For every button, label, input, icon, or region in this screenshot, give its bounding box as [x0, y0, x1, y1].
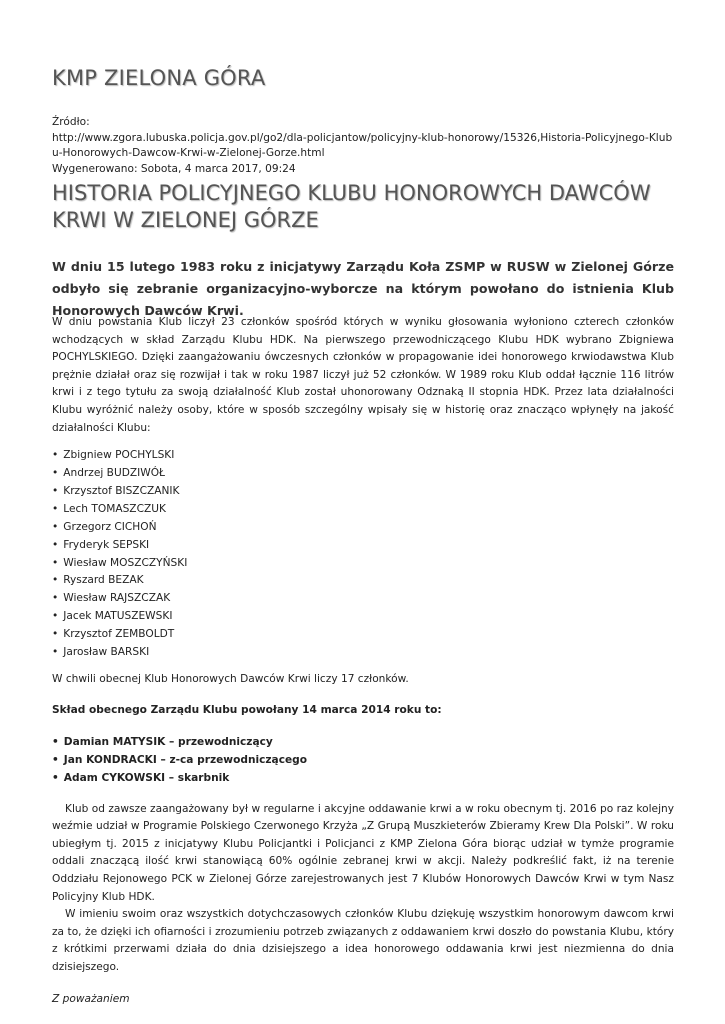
- list-item: • Andrzej BUDZIWÓŁ: [52, 465, 674, 483]
- paragraph-activity: Klub od zawsze zaangażowany był w regularne i akcyjne oddawanie krwi a w roku obecnym tj. 2016 po raz kolejny weźmie udział w Programie Polskiego Czerwonego Krzyża „Z Grupą Muszkieterów Zbieramy Krew Dla Polski”. W roku ubiegłym tj. 2015 z inicjatywy Klubu Policjantki i Policjanci z KMP Zielona Góra biorąc udział w tymże programie oddali znaczącą ilość krwi stanowiącą 60% ogólnie zebranej krwi w akcji. Należy podkreślić fakt, iż na terenie Oddziału Rejonowego PCK w Zielonej Górze zarejestrowanych jest 7 Klubów Honorowych Dawców Krwi w tym Nasz Policyjny Klub HDK.: [52, 802, 674, 903]
- article-title: HISTORIA POLICYJNEGO KLUBU HONOROWYCH DAWCÓW KRWI W ZIELONEJ GÓRZE: [52, 181, 651, 232]
- list-item: • Jacek MATUSZEWSKI: [52, 608, 674, 626]
- source-url[interactable]: http://www.zgora.lubuska.policja.gov.pl/go2/dla-policjantow/policyjny-klub-honorowy/15326,Historia-Policyjnego-Klubu-Honorowych-Dawcow-Krwi-w-Zielonej-Gorze.html: [52, 131, 673, 159]
- list-item: • Fryderyk SEPSKI: [52, 537, 674, 555]
- source-label: Źródło:: [52, 116, 90, 128]
- source-info: [52, 115, 674, 177]
- paragraph-thanks: W imieniu swoim oraz wszystkich dotychczasowych członków Klubu dziękuję wszystkim honorowym dawcom krwi za to, że dzięki ich ofiarności i zrozumieniu potrzeb związanych z oddawaniem krwi doszło do powstania Klubu, który z krótkimi przerwami działa do dnia dzisiejszego a idea honorowego oddawania krwi jest niezmienna do dnia dzisiejszego.: [52, 908, 674, 974]
- member-count: W chwili obecnej Klub Honorowych Dawców Krwi liczy 17 członków.: [52, 672, 409, 685]
- paragraph-history: W dniu powstania Klub liczył 23 członków spośród których w wyniku głosowania wyłoniono czterech członków wchodzących w skład Zarządu Klubu HDK. Na pierwszego przewodniczącego Klubu HDK wybrano Zbigniewa POCHYLSKIEGO. Dzięki zaangażowaniu ówczesnych członków w propagowanie idei honorowego krwiodawstwa Klub prężnie działał oraz się rozwijał i tak w roku 1987 liczył już 52 członków. W 1989 roku Klub oddał łącznie 116 litrów krwi i z tego tytułu za swoją działalność Klub został uhonorowany Odznaką II stopnia HDK. Przez lata działalności Klubu wyróżnić należy osoby, które w sposób szczególny wpisały się w historię oraz znacząco wpłynęły na jakość działalności Klubu:: [52, 316, 674, 434]
- regards: Z poważaniem: [52, 992, 130, 1005]
- list-item: • Jarosław BARSKI: [52, 644, 674, 662]
- site-title: KMP ZIELONA GÓRA: [52, 66, 266, 90]
- board-list: [52, 734, 674, 788]
- list-item: • Adam CYKOWSKI – skarbnik: [52, 770, 674, 788]
- list-item: • Grzegorz CICHOŃ: [52, 519, 674, 537]
- list-item: • Krzysztof ZEMBOLDT: [52, 626, 674, 644]
- list-item: • Damian MATYSIK – przewodniczący: [52, 734, 674, 752]
- members-list: [52, 447, 674, 662]
- list-item: • Lech TOMASZCZUK: [52, 501, 674, 519]
- list-item: • Ryszard BEZAK: [52, 572, 674, 590]
- generated-date: Wygenerowano: Sobota, 4 marca 2017, 09:24: [52, 162, 296, 175]
- article-body: [52, 314, 674, 1008]
- article-lead: W dniu 15 lutego 1983 roku z inicjatywy Zarządu Koła ZSMP w RUSW w Zielonej Górze odbyło się zebranie organizacyjno-wyborcze na którym powołano do istnienia Klub Honorowych Dawców Krwi.: [52, 259, 674, 318]
- board-intro: Skład obecnego Zarządu Klubu powołany 14 marca 2014 roku to:: [52, 704, 442, 717]
- list-item: • Zbigniew POCHYLSKI: [52, 447, 674, 465]
- list-item: • Jan KONDRACKI – z-ca przewodniczącego: [52, 752, 674, 770]
- list-item: • Wiesław RAJSZCZAK: [52, 590, 674, 608]
- list-item: • Krzysztof BISZCZANIK: [52, 483, 674, 501]
- list-item: • Wiesław MOSZCZYŃSKI: [52, 555, 674, 573]
